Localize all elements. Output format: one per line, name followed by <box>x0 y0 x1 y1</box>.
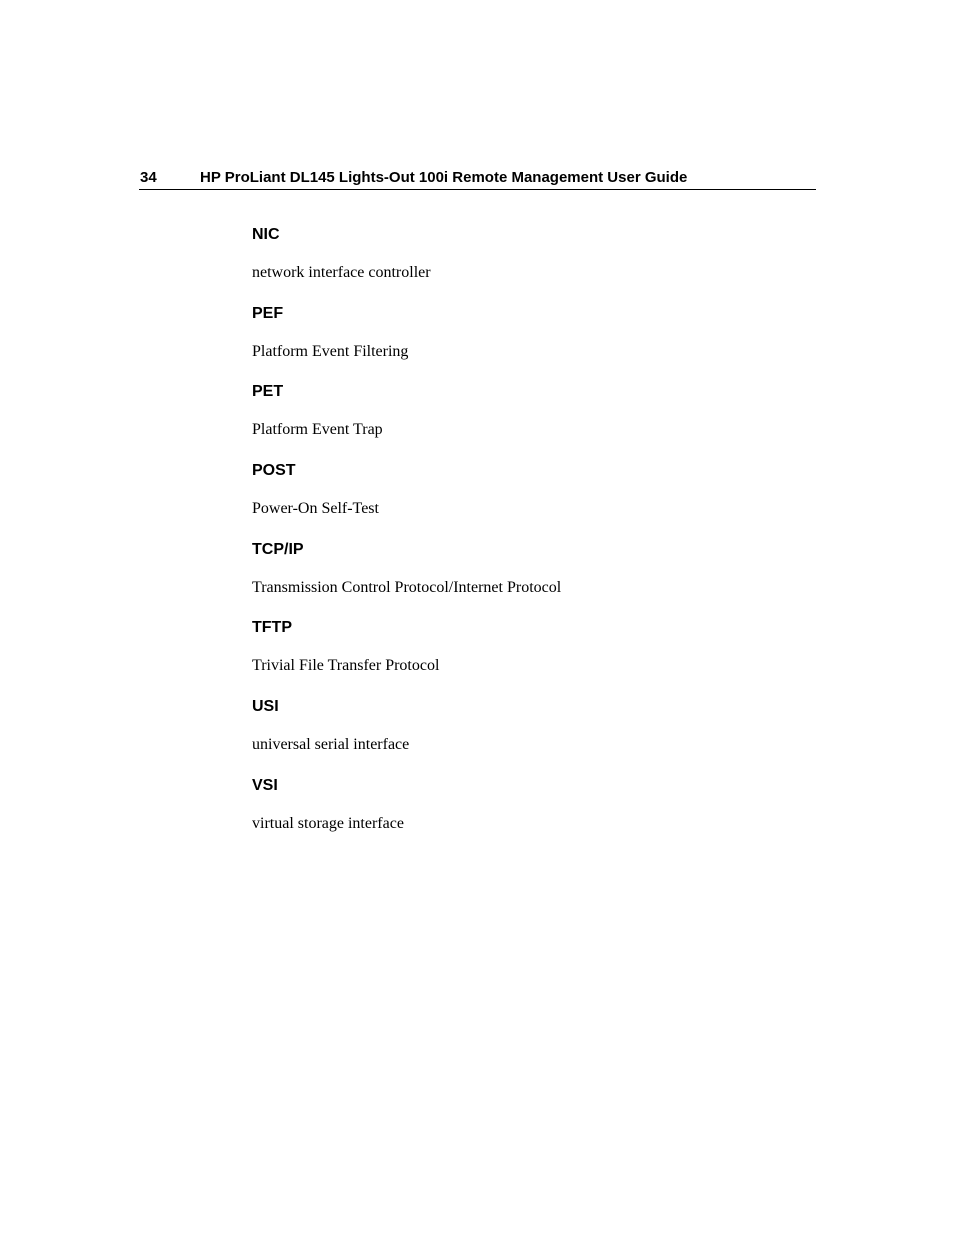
glossary-term: POST <box>252 462 296 480</box>
glossary-definition: Trivial File Transfer Protocol <box>252 657 440 675</box>
glossary-definition: virtual storage interface <box>252 814 404 832</box>
glossary-entry-tcp-ip <box>252 539 812 618</box>
glossary-entry-usi <box>252 696 812 775</box>
glossary-definition: network interface controller <box>252 264 431 281</box>
glossary-entry-post <box>252 460 812 539</box>
glossary-term: NIC <box>252 226 280 243</box>
glossary-term: TCP/IP <box>252 540 304 558</box>
glossary-entry-nic <box>252 224 812 303</box>
glossary-list <box>252 224 812 854</box>
glossary-term: TFTP <box>252 619 292 637</box>
glossary-entry-pet <box>252 381 812 460</box>
page-number: 34 <box>140 169 157 186</box>
running-header <box>139 168 816 190</box>
glossary-entry-tftp <box>252 617 812 696</box>
glossary-term: VSI <box>252 776 278 794</box>
glossary-entry-vsi <box>252 775 812 854</box>
glossary-definition: Platform Event Trap <box>252 421 383 439</box>
glossary-definition: Platform Event Filtering <box>252 342 409 360</box>
glossary-entry-pef <box>252 303 812 382</box>
glossary-definition: Transmission Control Protocol/Internet Protocol <box>252 578 562 596</box>
glossary-term: PET <box>252 383 284 401</box>
glossary-term: PEF <box>252 304 284 322</box>
glossary-definition: universal serial interface <box>252 736 410 754</box>
glossary-definition: Power-On Self-Test <box>252 500 379 518</box>
glossary-term: USI <box>252 698 279 716</box>
document-title: HP ProLiant DL145 Lights-Out 100i Remote Management User Guide <box>200 169 688 186</box>
